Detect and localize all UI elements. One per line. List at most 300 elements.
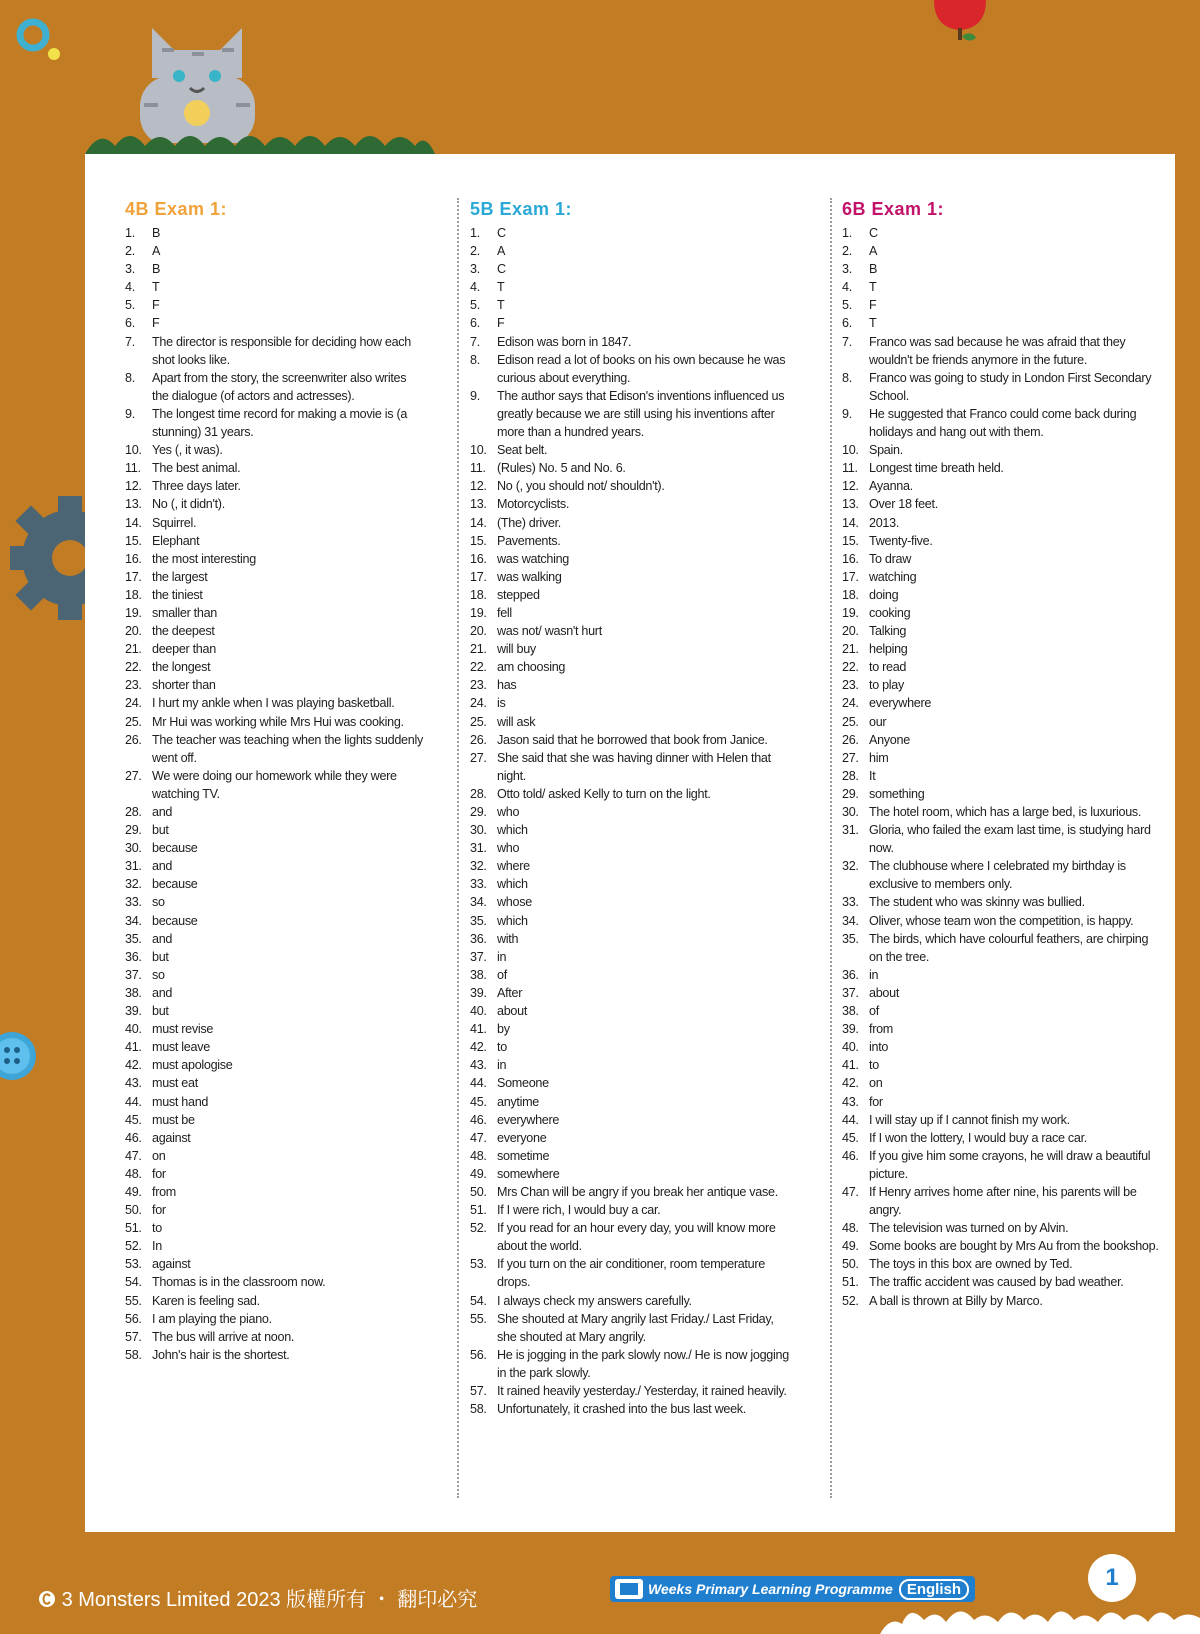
answer-item [842,242,1162,260]
answer-item [125,948,425,966]
answer-item [125,622,425,640]
answer-text: deeper than [152,642,216,657]
answer-number: 34. [125,913,142,928]
answer-text: The bus will arrive at noon. [152,1329,295,1344]
answer-item [125,441,425,459]
answer-text: anytime [497,1094,539,1109]
answer-number: 23. [470,678,487,693]
column-4b-title: 4B Exam 1: [125,199,228,219]
answer-item [842,1183,1162,1219]
answer-text: Some books are bought by Mrs Au from the bookshop. [869,1239,1159,1254]
answer-text: C [869,226,878,240]
answer-text: If I won the lottery, I would buy a race car. [869,1130,1087,1145]
answer-number: 32. [470,859,487,874]
answer-number: 14. [842,515,859,530]
answer-item [125,694,425,712]
answer-text: The best animal. [152,461,241,476]
answer-text: F [497,316,505,331]
answer-item [125,568,425,586]
answer-text: helping [869,642,908,657]
answer-number: 9. [842,406,852,421]
answer-text: The toys in this box are owned by Ted. [869,1257,1073,1272]
answer-item [125,1111,425,1129]
answer-item [470,694,790,712]
answer-text: which [497,913,528,928]
answer-text: about [869,985,900,1000]
answer-item [125,296,425,314]
answer-number: 47. [470,1130,487,1145]
answer-text: If you give him some crayons, he will draw a beautiful picture. [869,1148,1151,1181]
answer-text: John's hair is the shortest. [152,1347,290,1362]
answer-number: 15. [470,533,487,548]
answer-number: 6. [470,316,480,331]
answer-item [125,550,425,568]
answer-text: The teacher was teaching when the lights suddenly went off. [152,732,423,765]
answer-item [125,713,425,731]
answer-number: 55. [125,1293,142,1308]
answer-item [842,477,1162,495]
answer-number: 38. [125,985,142,1000]
answer-text: which [497,823,528,838]
answer-text: Otto told/ asked Kelly to turn on the light. [497,786,711,801]
answer-text: Three days later. [152,479,241,494]
answer-number: 58. [470,1402,487,1417]
answer-number: 56. [125,1311,142,1326]
answer-item [125,224,425,242]
answer-text: to [869,1058,879,1073]
answer-number: 3. [125,262,135,277]
answer-number: 42. [470,1040,487,1055]
answer-item [125,912,425,930]
answer-number: 4. [125,280,135,295]
answer-item [842,278,1162,296]
answer-text: for [869,1094,883,1109]
answer-number: 10. [125,443,142,458]
answer-number: 15. [842,533,859,548]
answer-item [842,1219,1162,1237]
answer-item [470,1129,790,1147]
answer-text: of [869,1004,879,1019]
answer-text: Edison read a lot of books on his own because he was curious about everything. [497,352,786,385]
answer-number: 31. [470,841,487,856]
grass-icon [85,118,435,158]
answer-text: so [152,967,165,982]
answer-text: Anyone [869,732,910,747]
answer-number: 21. [470,642,487,657]
answer-text: The traffic accident was caused by bad weather. [869,1275,1124,1290]
answer-item [125,369,425,405]
answer-text: Mrs Chan will be angry if you break her antique vase. [497,1184,778,1199]
answer-item [470,1020,790,1038]
answer-text: has [497,678,517,693]
answer-text: to [497,1040,507,1055]
answer-number: 19. [470,605,487,620]
answer-item [470,1201,790,1219]
copyright-icon [38,1590,56,1608]
column-5b-title: 5B Exam 1: [470,199,573,219]
answer-item [470,568,790,586]
answer-number: 20. [842,624,859,639]
answer-text: must apologise [152,1058,233,1073]
answer-text: Spain. [869,443,903,458]
answer-number: 31. [842,823,859,838]
answer-number: 22. [125,660,142,675]
answer-text: Karen is feeling sad. [152,1293,260,1308]
answer-item [470,586,790,604]
answer-item [470,912,790,930]
answer-number: 5. [842,298,852,313]
answer-number: 18. [470,587,487,602]
answer-item [125,459,425,477]
answer-item [470,1038,790,1056]
answer-number: 16. [842,551,859,566]
answer-text: Ayanna. [869,479,913,494]
answer-text: She said that she was having dinner with Helen that night. [497,750,771,783]
answer-text: will ask [497,714,536,729]
answer-item [470,495,790,513]
answer-text: with [497,931,519,946]
answer-number: 12. [470,479,487,494]
answer-number: 29. [125,823,142,838]
answer-text: Apart from the story, the screenwriter also writes the dialogue (of actors and actresses). [152,370,407,403]
answer-number: 4. [470,280,480,295]
answer-item [470,1147,790,1165]
answer-number: 57. [470,1384,487,1398]
answer-item [470,839,790,857]
answer-text: the largest [152,569,208,584]
answer-item [470,893,790,911]
answer-item [125,930,425,948]
answer-item [842,731,1162,749]
answer-text: T [497,298,505,313]
answer-number: 40. [470,1004,487,1019]
answer-number: 1. [125,226,135,240]
answer-text: but [152,949,169,964]
answer-item [125,1237,425,1255]
answer-text: If Henry arrives home after nine, his parents will be angry. [869,1184,1137,1218]
answer-number: 7. [470,334,480,349]
answer-text: Someone [497,1076,549,1091]
answer-text: was not/ wasn't hurt [497,624,602,639]
answer-item [125,278,425,296]
answer-number: 4. [842,280,852,295]
answer-item [125,1183,425,1201]
answer-item [842,1038,1162,1056]
answer-text: must eat [152,1076,198,1091]
answer-text: our [869,714,887,729]
answer-text: but [152,1004,169,1019]
answer-text: and [152,985,173,1000]
answer-text: is [497,696,506,711]
answer-number: 32. [842,859,859,874]
answer-text: 2013. [869,515,900,530]
answer-text: to read [869,660,907,675]
answer-item [470,532,790,550]
answer-text: to play [869,678,905,693]
answer-item [470,622,790,640]
answer-text: Franco was going to study in London First Secondary School. [869,370,1152,403]
answer-number: 39. [842,1022,859,1037]
answer-item [842,713,1162,731]
answer-number: 21. [842,642,859,657]
answer-number: 51. [470,1203,487,1218]
answer-number: 44. [842,1112,859,1127]
answer-number: 37. [470,949,487,964]
column-divider [830,198,832,1498]
answer-number: 41. [125,1040,142,1055]
answer-text: the most interesting [152,551,256,566]
answer-number: 7. [842,334,852,349]
answer-text: the deepest [152,624,215,639]
answer-number: 10. [470,443,487,458]
answer-text: No (, you should not/ shouldn't). [497,479,665,494]
answer-item [470,1074,790,1092]
answer-text: so [152,895,165,910]
answer-number: 26. [842,732,859,747]
answer-text: everyone [497,1130,547,1145]
answer-number: 49. [470,1166,487,1181]
answer-number: 20. [125,624,142,639]
answer-text: about [497,1004,528,1019]
answer-text: watching [869,569,917,584]
answer-item [125,640,425,658]
answer-text: in [497,949,507,964]
answer-item [842,857,1162,893]
answer-item [842,459,1162,477]
answer-number: 28. [842,768,859,783]
answer-item [842,1292,1162,1310]
answer-item [470,351,790,387]
answer-text: was watching [497,551,569,566]
answer-item [842,984,1162,1002]
answer-item [470,966,790,984]
answer-item [470,260,790,278]
answer-number: 21. [125,642,142,657]
answer-number: 27. [125,768,142,783]
answer-number: 49. [842,1239,859,1254]
answer-item [842,803,1162,821]
answer-number: 41. [470,1022,487,1037]
answer-number: 20. [470,624,487,639]
answer-number: 45. [842,1130,859,1145]
answer-text: who [497,841,520,856]
answer-number: 2. [125,244,135,259]
answer-number: 46. [125,1130,142,1145]
answer-number: 11. [470,461,486,476]
answer-text: F [152,298,160,313]
answer-item [125,1346,425,1364]
answer-item [125,314,425,332]
answer-text: in [497,1058,507,1073]
answer-number: 16. [125,551,142,566]
answer-number: 57. [125,1329,142,1344]
answer-item [470,749,790,785]
answer-list-5b [470,224,790,1418]
answer-item [842,369,1162,405]
answer-text: He is jogging in the park slowly now./ He is now jogging in the park slowly. [497,1347,789,1380]
answer-text: If I were rich, I would buy a car. [497,1203,661,1218]
answer-item [842,749,1162,767]
answer-text: doing [869,587,899,602]
answer-item [125,242,425,260]
answer-item [470,640,790,658]
answer-text: (Rules) No. 5 and No. 6. [497,461,626,476]
answer-panel [85,154,1175,1532]
answer-number: 17. [470,569,487,584]
answer-item [125,1165,425,1183]
answer-number: 51. [125,1221,142,1236]
answer-text: am choosing [497,660,566,675]
answer-item [125,839,425,857]
answer-text: but [152,823,169,838]
answer-text: T [869,316,877,331]
answer-number: 8. [470,352,480,367]
column-4b [125,198,425,1364]
answer-item [470,1310,790,1346]
answer-text: The director is responsible for deciding how each shot looks like. [152,334,412,367]
answer-text: A [152,244,161,259]
answer-text: by [497,1022,510,1037]
answer-item [842,658,1162,676]
answer-text: F [869,298,877,313]
answer-item [125,1328,425,1346]
answer-item [125,731,425,767]
answer-text: If you turn on the air conditioner, room temperature drops. [497,1257,765,1290]
answer-number: 25. [125,714,142,729]
answer-text: C [497,226,506,240]
answer-text: must be [152,1112,195,1127]
answer-number: 10. [842,443,859,458]
answer-text: fell [497,605,512,620]
answer-item [470,477,790,495]
answer-number: 46. [470,1112,487,1127]
answer-text: from [869,1022,893,1037]
answer-number: 35. [470,913,487,928]
answer-text: into [869,1040,889,1055]
programme-name: Weeks Primary Learning Programme [648,1581,893,1597]
answer-item [842,405,1162,441]
answer-item [125,333,425,369]
answer-text: because [152,913,198,928]
answer-number: 51. [842,1275,859,1290]
answer-number: 27. [470,750,487,765]
answer-item [842,1093,1162,1111]
answer-number: 13. [470,497,487,512]
answer-number: 39. [470,985,487,1000]
answer-item [470,278,790,296]
answer-number: 2. [470,244,480,259]
answer-number: 38. [842,1004,859,1019]
answer-text: We were doing our homework while they were watching TV. [152,768,397,801]
answer-text: Longest time breath held. [869,461,1004,476]
answer-number: 19. [125,605,142,620]
answer-number: 23. [125,678,142,693]
answer-text: Unfortunately, it crashed into the bus last week. [497,1402,746,1417]
answer-item [470,676,790,694]
answer-item [470,857,790,875]
answer-text: Mr Hui was working while Mrs Hui was cooking. [152,714,404,729]
answer-number: 30. [125,841,142,856]
answer-number: 29. [470,805,487,819]
answer-number: 38. [470,967,487,982]
answer-number: 52. [470,1221,487,1236]
answer-text: The birds, which have colourful feathers, are chirping on the tree. [869,931,1149,964]
answer-item [125,586,425,604]
answer-text: and [152,859,173,874]
answer-text: To draw [869,551,911,566]
answer-item [842,532,1162,550]
answer-number: 56. [470,1347,487,1362]
answer-item [470,242,790,260]
answer-text: sometime [497,1148,550,1163]
answer-text: The student who was skinny was bullied. [869,895,1085,910]
answer-number: 26. [470,732,487,747]
answer-item [842,930,1162,966]
answer-number: 5. [125,298,135,313]
answer-number: 19. [842,605,859,620]
answer-text: T [869,280,877,295]
answer-text: on [869,1076,883,1091]
answer-item [125,1255,425,1273]
answer-list-4b [125,224,425,1364]
answer-item [470,296,790,314]
column-6b-title: 6B Exam 1: [842,199,945,219]
answer-item [125,532,425,550]
answer-text: smaller than [152,605,217,620]
answer-item [125,1056,425,1074]
copyright-notice [38,1583,477,1612]
answer-text: and [152,931,173,946]
answer-text: and [152,805,173,819]
answer-text: F [152,316,160,331]
answer-item [470,1183,790,1201]
answer-item [470,1111,790,1129]
answer-item [125,1219,425,1237]
answer-number: 1. [470,226,480,240]
answer-text: shorter than [152,678,216,693]
answer-item [842,1129,1162,1147]
answer-text: everywhere [497,1112,560,1127]
column-divider [457,198,459,1498]
answer-text: him [869,750,889,765]
answer-item [470,441,790,459]
answer-number: 46. [842,1148,859,1163]
ring-icon [14,16,64,66]
answer-item [842,296,1162,314]
answer-text: Squirrel. [152,515,197,530]
answer-text: stepped [497,587,540,602]
logo-icon [614,1578,644,1600]
answer-item [470,459,790,477]
answer-number: 6. [125,316,135,331]
apple-icon [930,0,990,48]
answer-text: Jason said that he borrowed that book from Janice. [497,732,768,747]
answer-number: 16. [470,551,487,566]
answer-number: 14. [470,515,487,530]
answer-item [842,1147,1162,1183]
answer-item [842,568,1162,586]
answer-number: 47. [125,1148,142,1163]
answer-text: somewhere [497,1166,560,1181]
answer-text: If you read for an hour every day, you will know more about the world. [497,1221,776,1254]
answer-item [470,984,790,1002]
answer-number: 9. [125,406,135,421]
answer-item [470,803,790,821]
answer-text: She shouted at Mary angrily last Friday./ Last Friday, she shouted at Mary angrily. [497,1311,774,1344]
answer-text: Motorcyclists. [497,497,570,512]
answer-number: 30. [842,805,859,819]
answer-item [125,260,425,278]
